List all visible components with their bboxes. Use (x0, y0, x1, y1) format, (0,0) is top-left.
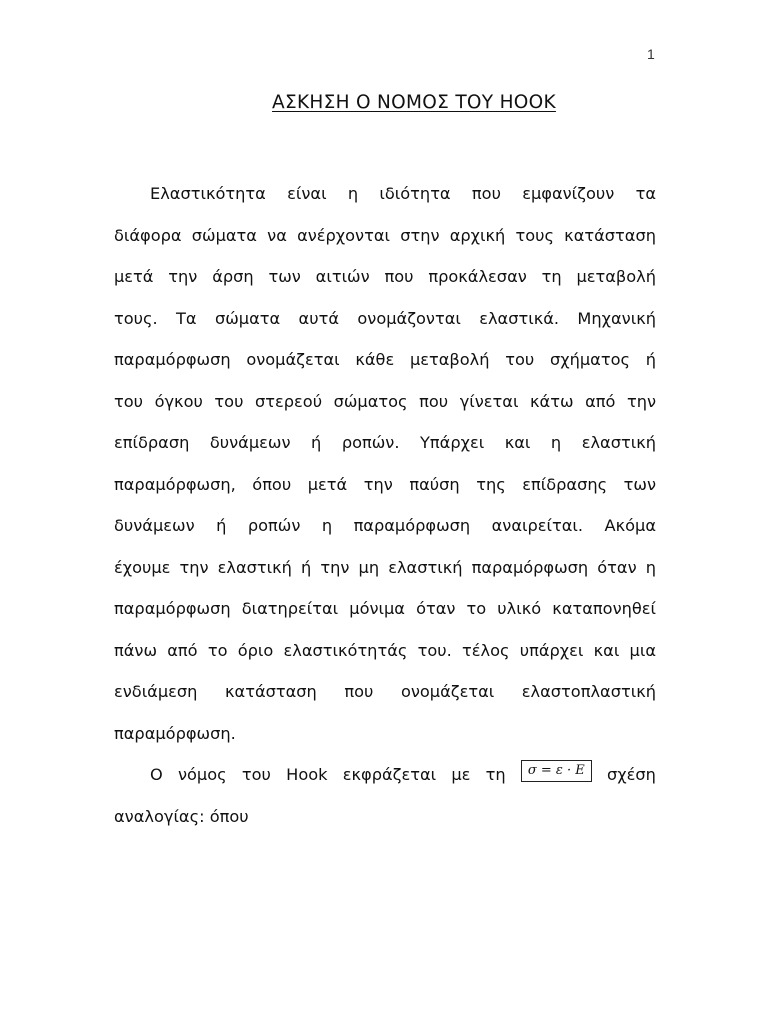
hook-law-line (114, 754, 656, 796)
paragraph-line: επίδραση δυνάμεων ή ροπών. Υπάρχει και η ελαστική (114, 433, 656, 452)
paragraph-line: παραμόρφωση. (114, 723, 236, 743)
paragraph-word: με (451, 765, 471, 784)
paragraph-line: παραμόρφωση ονομάζεται κάθε μεταβολή του σχήματος ή (114, 350, 656, 369)
paragraph-line: αναλογίας: όπου (114, 806, 249, 826)
paragraph-line: δυνάμεων ή ροπών η παραμόρφωση αναιρείται. Ακόμα (114, 516, 656, 535)
paragraph-word: Hook (286, 765, 328, 784)
paragraph-word: του (241, 765, 271, 784)
paragraph-line: ενδιάμεση κατάσταση που ονομάζεται ελαστοπλαστική (114, 682, 656, 701)
paragraph-line: διάφορα σώματα να ανέρχονται στην αρχική τους κατάσταση (114, 225, 656, 245)
paragraph-line: παραμόρφωση διατηρείται μόνιμα όταν το υλικό καταπονηθεί (114, 599, 656, 618)
paragraph-word: Ο (150, 765, 163, 784)
page-number: 1 (647, 46, 655, 62)
paragraph-word: σχέση (607, 765, 656, 784)
paragraph-word: νόμος (177, 765, 227, 784)
paragraph-word: εκφράζεται (342, 765, 437, 784)
body-text (114, 173, 656, 837)
paragraph-line: του όγκου του στερεού σώματος που γίνεται κάτω από την (114, 391, 656, 411)
paragraph-word: τη (485, 765, 506, 784)
paragraph-line: μετά την άρση των αιτιών που προκάλεσαν τη μεταβολή (114, 267, 656, 286)
document-title: ΑΣΚΗΣΗ Ο ΝΟΜΟΣ ΤΟΥ HOOK (272, 92, 556, 113)
paragraph-line: τους. Τα σώματα αυτά ονομάζονται ελαστικά. Μηχανική (114, 308, 656, 328)
paragraph-line: Ελαστικότητα είναι η ιδιότητα που εμφανίζουν τα (150, 184, 656, 203)
hook-law-formula: σ = ε · Ε (521, 760, 592, 782)
paragraph-line: πάνω από το όριο ελαστικότητάς του. τέλος υπάρχει και μια (114, 640, 656, 660)
paragraph-line: έχουμε την ελαστική ή την μη ελαστική παραμόρφωση όταν η (114, 557, 656, 577)
paragraph-line: παραμόρφωση, όπου μετά την παύση της επίδρασης των (114, 474, 656, 494)
